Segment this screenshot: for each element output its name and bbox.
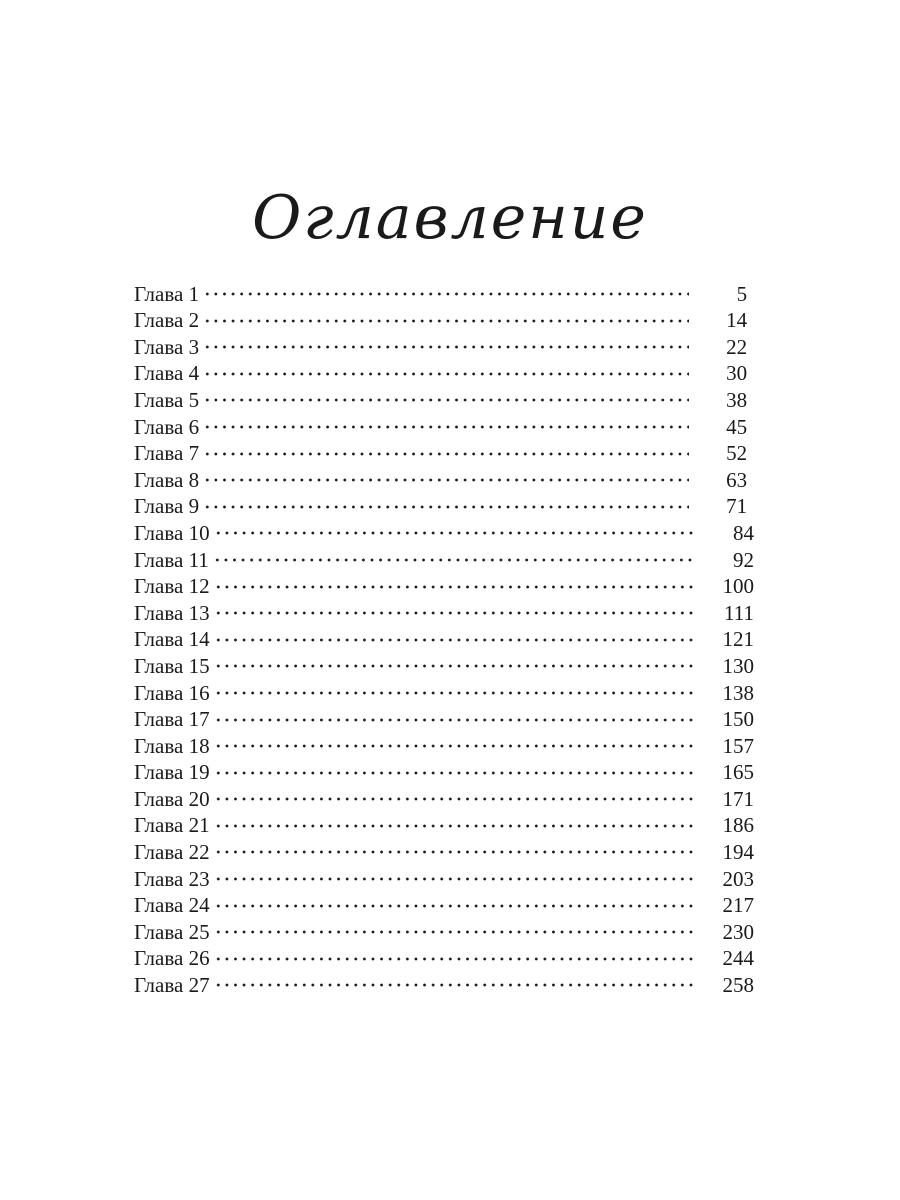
toc-entry-page-number: 258	[722, 973, 754, 998]
toc-entry-page-number: 165	[722, 760, 754, 785]
toc-entry-page-number: 92	[733, 547, 754, 572]
toc-entry-label: Глава 3	[134, 334, 200, 359]
toc-entry-page-number: 84	[733, 520, 754, 545]
toc-dot-leader	[203, 487, 689, 514]
toc-entry	[134, 779, 754, 811]
toc-entry-page-number: 217	[722, 893, 754, 918]
toc-dot-leader	[214, 567, 696, 594]
toc-entry-label: Глава 23	[134, 866, 210, 891]
toc-entry	[134, 726, 754, 758]
toc-entry-label: Глава 27	[134, 973, 210, 998]
toc-entry	[134, 487, 754, 519]
toc-entry-label: Глава 18	[134, 733, 210, 758]
toc-dot-leader	[214, 912, 696, 939]
toc-dot-leader	[214, 593, 696, 620]
toc-entry-page-number: 14	[726, 308, 748, 333]
toc-dot-leader	[214, 726, 696, 753]
toc-entry	[134, 327, 754, 359]
toc-dot-leader	[203, 301, 689, 328]
toc-entry-label: Глава 19	[134, 760, 210, 785]
toc-entry	[134, 753, 754, 785]
toc-entry	[134, 912, 754, 944]
toc-entry-label: Глава 1	[134, 281, 200, 306]
toc-entry-label: Глава 11	[134, 547, 209, 572]
toc-entry-label: Глава 5	[134, 387, 200, 412]
toc-dot-leader	[214, 806, 696, 833]
toc-entry-label: Глава 13	[134, 600, 210, 625]
toc-dot-leader	[214, 700, 696, 727]
toc-entry	[134, 700, 754, 732]
toc-dot-leader	[203, 460, 689, 487]
toc-entry	[134, 354, 754, 386]
toc-entry-label: Глава 2	[134, 308, 200, 333]
toc-entry	[134, 620, 754, 652]
toc-entry	[134, 380, 754, 412]
toc-dot-leader	[203, 354, 689, 381]
toc-entry-page-number: 100	[722, 574, 754, 599]
toc-entry-page-number: 52	[726, 441, 748, 466]
toc-entry	[134, 939, 754, 971]
toc-dot-leader	[214, 779, 696, 806]
toc-entry-label: Глава 4	[134, 361, 200, 386]
toc-entry-label: Глава 22	[134, 840, 210, 865]
toc-entry	[134, 593, 754, 625]
toc-entry-page-number: 244	[722, 946, 754, 971]
toc-dot-leader	[214, 513, 696, 540]
toc-entry-label: Глава 20	[134, 786, 210, 811]
toc-entry-page-number: 157	[722, 733, 754, 758]
toc-dot-leader	[214, 620, 696, 647]
toc-entry-page-number: 63	[726, 467, 748, 492]
toc-entry-page-number: 194	[722, 840, 754, 865]
toc-entry-label: Глава 25	[134, 919, 210, 944]
toc-entry-label: Глава 15	[134, 653, 210, 678]
toc-entry-page-number: 111	[724, 600, 754, 625]
toc-entry	[134, 965, 754, 998]
toc-entry-page-number: 38	[726, 387, 748, 412]
table-of-contents	[134, 274, 754, 998]
toc-entry-page-number: 203	[722, 866, 754, 891]
toc-entry-page-number: 71	[726, 494, 748, 519]
toc-entry	[134, 859, 754, 891]
toc-dot-leader	[203, 407, 689, 434]
toc-entry-label: Глава 17	[134, 707, 210, 732]
toc-dot-leader	[203, 434, 689, 461]
toc-entry-page-number: 171	[722, 786, 754, 811]
toc-dot-leader	[203, 327, 689, 354]
toc-entry-page-number: 22	[726, 334, 748, 359]
toc-entry-page-number: 150	[722, 707, 754, 732]
toc-entry	[134, 567, 754, 599]
toc-entry-label: Глава 9	[134, 494, 200, 519]
toc-entry-label: Глава 14	[134, 627, 210, 652]
toc-entry	[134, 513, 754, 545]
toc-entry-page-number: 230	[722, 919, 754, 944]
toc-entry-label: Глава 7	[134, 441, 200, 466]
toc-entry	[134, 407, 754, 439]
toc-entry-label: Глава 24	[134, 893, 210, 918]
toc-dot-leader	[214, 832, 696, 859]
toc-entry-page-number: 130	[722, 653, 754, 678]
toc-entry-label: Глава 26	[134, 946, 210, 971]
toc-entry	[134, 673, 754, 705]
toc-entry	[134, 301, 754, 333]
toc-entry-label: Глава 6	[134, 414, 200, 439]
toc-entry	[134, 886, 754, 918]
toc-entry	[134, 460, 754, 492]
toc-entry	[134, 646, 754, 678]
toc-entry-page-number: 5	[736, 281, 748, 306]
toc-entry	[134, 806, 754, 838]
toc-entry-label: Глава 12	[134, 574, 210, 599]
page-title: Оглавление	[252, 183, 648, 254]
toc-dot-leader	[214, 646, 696, 673]
toc-entry-page-number: 45	[726, 414, 748, 439]
toc-dot-leader	[203, 380, 689, 407]
toc-entry-label: Глава 10	[134, 520, 210, 545]
toc-entry-page-number: 121	[722, 627, 754, 652]
toc-entry	[134, 274, 754, 306]
toc-entry	[134, 832, 754, 865]
toc-entry-label: Глава 16	[134, 680, 210, 705]
toc-entry-label: Глава 8	[134, 467, 200, 492]
toc-entry	[134, 540, 754, 572]
toc-entry-page-number: 186	[722, 813, 754, 838]
toc-entry-page-number: 30	[726, 361, 748, 386]
toc-entry-page-number: 138	[722, 680, 754, 705]
toc-dot-leader	[213, 540, 696, 567]
toc-entry-label: Глава 21	[134, 813, 210, 838]
toc-dot-leader	[214, 753, 696, 780]
toc-dot-leader	[214, 886, 696, 913]
toc-dot-leader	[214, 859, 696, 886]
toc-entry	[134, 434, 754, 466]
toc-dot-leader	[203, 274, 689, 301]
toc-dot-leader	[214, 673, 696, 700]
toc-dot-leader	[214, 965, 696, 992]
toc-dot-leader	[214, 939, 696, 966]
